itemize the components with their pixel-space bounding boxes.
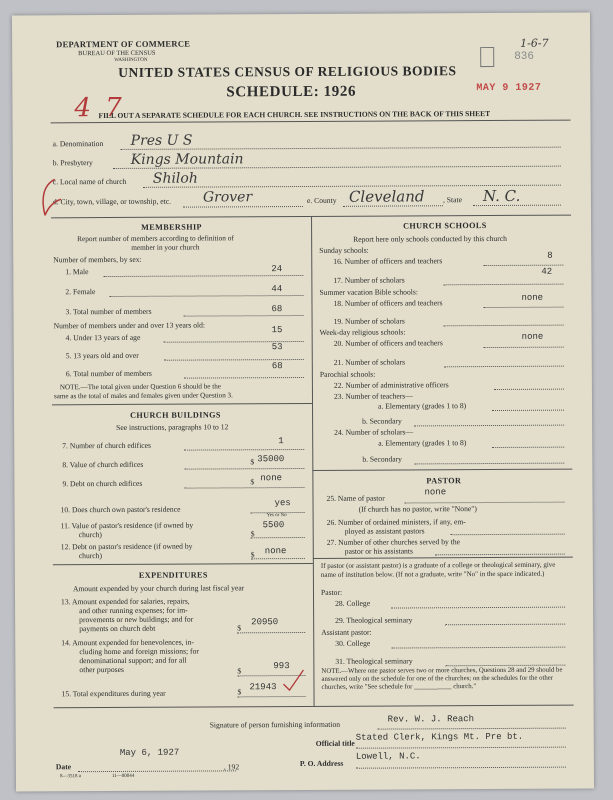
city-label: WASHINGTON [114, 57, 148, 63]
q23-label: 23. Number of teachers— [333, 391, 413, 401]
q25-note: (If church has no pastor, write "None") [358, 504, 477, 514]
q4-label: 4. Under 13 years of age [65, 332, 141, 343]
expenditures-subheading: Amount expended by your church during last fiscal year [72, 583, 245, 594]
official-title-value: Stated Clerk, Kings Mt. Pre bt. [355, 731, 524, 743]
county-label: e. County [306, 195, 337, 205]
q17-label: 17. Number of scholars [333, 275, 405, 285]
instructions-line: FILL OUT A SEPARATE SCHEDULE FOR EACH CHURCH. SEE INSTRUCTIONS ON THE BACK OF THIS SHEET [98, 109, 491, 121]
q14-value: 993 [273, 661, 290, 672]
q13-line-1: 13. Amount expended for salaries, repairs, [61, 596, 190, 607]
q12-label-line-1: 12. Debt on pastor's residence (if owned by [60, 541, 193, 552]
red-check-mark-icon [33, 175, 63, 219]
q10-label: 10. Does church own pastor's residence [60, 504, 181, 515]
q14-line-1: 14. Amount expended for benevolences, in- [61, 637, 194, 648]
q1-label: 1. Male [65, 267, 89, 277]
local-name-value: Shiloh [152, 170, 198, 187]
q16-label: 16. Number of officers and teachers [333, 256, 443, 266]
q4-value: 15 [271, 325, 283, 336]
po-address-value: Lowell, N.C. [355, 751, 421, 762]
pastor-heading: PASTOR [426, 476, 462, 486]
presbytery-label: b. Presbytery [52, 158, 93, 168]
city-field-value: Grover [202, 189, 253, 206]
q6-label: 6. Total number of members [65, 368, 152, 379]
q14-line-3: denominational support; and for all [79, 655, 187, 666]
q27-line-1: 27. Number of other churches served by the [326, 537, 461, 547]
q21-label: 21. Number of scholars [333, 357, 406, 367]
state-label: , State [442, 195, 462, 205]
q9-dollar: $ [250, 477, 255, 487]
pastor-final-note: NOTE.—Where one pastor serves two or more churches, Questions 28 and 29 should be answered only on the schedule for one of the churches; on the schedules for the other churches, write "See schedule for ___________ church." [321, 666, 563, 691]
parochial-schools-label: Parochial schools: [319, 369, 376, 379]
q14-line-2: cluding home and foreign missions; for [79, 646, 199, 657]
q14-line-4: other purposes [79, 664, 124, 675]
pastor-sub-label: Pastor: [320, 587, 343, 597]
q11-label-line-2: church) [78, 530, 102, 540]
received-stamp: MAY 9 1927 [476, 82, 542, 95]
q18-label: 18. Number of officers and teachers [333, 298, 443, 308]
q7-value: 1 [278, 436, 284, 447]
denomination-value: Pres U S [130, 132, 193, 149]
q3-value: 68 [271, 304, 283, 315]
column-divider [311, 216, 315, 706]
membership-note-line-1: NOTE.—The total given under Question 6 should be the [59, 382, 221, 392]
q13-line-4: payments on church debt [79, 623, 156, 634]
q11-dollar: $ [250, 529, 255, 539]
q14-dollar: $ [237, 666, 242, 676]
q24a-label: a. Elementary (grades 1 to 8) [378, 438, 467, 448]
q11-label-line-1: 11. Value of pastor's residence (if owned by [60, 520, 194, 531]
q7-label: 7. Number of church edifices [62, 440, 152, 451]
q30-label: 30. College [335, 638, 371, 648]
denomination-label: a. Denomination [52, 139, 104, 149]
po-address-label: P. O. Address [299, 758, 344, 769]
yes-no-hint: Yes or No [266, 513, 287, 519]
city-field-label: d. City, town, village, or township, etc. [52, 196, 172, 207]
schedule-title: SCHEDULE: 1926 [226, 83, 357, 101]
q8-label: 8. Value of church edifices [62, 459, 144, 470]
signature-label: Signature of person furnishing information [209, 719, 341, 730]
form-title: UNITED STATES CENSUS OF RELIGIOUS BODIES [118, 63, 457, 80]
dept-label: DEPARTMENT OF COMMERCE [56, 38, 191, 50]
header-divider [51, 120, 571, 124]
sunday-schools-label: Sunday schools: [319, 245, 369, 255]
q13-line-2: and other running expenses; for im- [79, 605, 188, 616]
q29-label: 29. Theological seminary [335, 615, 413, 625]
q6-value: 68 [271, 361, 283, 372]
q5-value: 53 [271, 342, 283, 353]
q22-label: 22. Number of administrative officers [333, 380, 449, 390]
schools-heading: CHURCH SCHOOLS [403, 221, 487, 231]
q1-value: 24 [271, 264, 283, 275]
q28-label: 28. College [335, 598, 371, 608]
membership-subheading-2: member in your church [131, 242, 200, 252]
date-label: Date [55, 762, 72, 772]
buildings-subheading: See instructions, paragraphs 10 to 12 [116, 422, 229, 432]
q5-label: 5. 13 years old and over [65, 350, 139, 361]
members-by-sex-label: Number of members, by sex: [53, 254, 142, 265]
signature-value: Rev. W. J. Reach [387, 714, 475, 725]
q16-value: 8 [547, 250, 553, 261]
local-name-label: c. Local name of church [52, 176, 127, 187]
q24-label: 24. Number of scholars— [334, 427, 414, 437]
assistant-pastor-sub-label: Assistant pastor: [321, 627, 372, 637]
q8-value: 35000 [257, 454, 285, 465]
q17-value: 42 [541, 266, 553, 277]
weekday-schools-label: Week-day religious schools: [319, 327, 406, 337]
q13-dollar: $ [237, 623, 242, 633]
q24b-label: b. Secondary [362, 454, 402, 464]
q26-line-1: 26. Number of ordained ministers, if any, em- [326, 517, 466, 527]
q25-value: none [424, 487, 447, 498]
q20-value: none [521, 331, 544, 342]
q10-value: yes [274, 498, 291, 509]
q15-dollar: $ [237, 687, 242, 697]
form-number: 8—3518 a [59, 774, 81, 780]
q8-dollar: $ [250, 457, 255, 467]
print-number: 11—00044 [111, 773, 135, 780]
year-suffix: , 192 [223, 762, 240, 772]
q3-label: 3. Total number of members [65, 306, 152, 317]
date-value: May 6, 1927 [119, 747, 180, 758]
q15-label: 15. Total expenditures during year [61, 688, 166, 699]
county-value: Cleveland [348, 187, 425, 206]
q9-label: 9. Debt on church edifices [62, 478, 143, 489]
red-check-mark-icon [281, 668, 305, 694]
handwritten-number: 4 7 [74, 92, 125, 124]
q23a-label: a. Elementary (grades 1 to 8) [377, 401, 467, 411]
buildings-heading: CHURCH BUILDINGS [130, 410, 221, 420]
q9-value: none [260, 473, 283, 484]
official-title-label: Official title [315, 738, 355, 748]
q13-value: 20950 [251, 617, 279, 628]
graduate-note: If pastor (or assistant pastor) is a graduate of a college or theological seminary, give name of institution below. (If not a graduate, write "No" in the space indicated.) [320, 560, 556, 579]
corner-note-1: 1-6-7 [520, 36, 549, 50]
census-schedule-sheet [12, 12, 594, 791]
q11-value: 5500 [262, 520, 285, 531]
q12-label-line-2: church) [78, 551, 103, 561]
membership-heading: MEMBERSHIP [141, 222, 202, 232]
q27-line-2: pastor or his assistants [344, 546, 413, 556]
q20-label: 20. Number of officers and teachers [333, 338, 443, 348]
q31-label: 31. Theological seminary [335, 656, 413, 666]
membership-note-line-2: same as the total of males and females given under Question 3. [53, 391, 233, 401]
state-value: N. C. [482, 186, 521, 206]
q26-line-2: ployed as assistant pastors [344, 526, 425, 536]
schools-subheading: Report here only schools conducted by this church [353, 233, 507, 244]
q2-label: 2. Female [65, 287, 96, 297]
q12-value: none [264, 546, 287, 557]
bureau-label: BUREAU OF THE CENSUS [78, 49, 156, 58]
vacation-schools-label: Summer vacation Bible schools: [319, 287, 418, 297]
q13-line-3: provements or new buildings; and for [79, 614, 194, 625]
expenditures-heading: EXPENDITURES [138, 570, 208, 580]
q2-value: 44 [271, 284, 283, 295]
q23b-label: b. Secondary [362, 416, 402, 426]
q12-dollar: $ [250, 550, 255, 560]
q19-label: 19. Number of scholars [333, 316, 405, 326]
corner-note-2: 836 [514, 50, 535, 63]
file-box-mark [480, 47, 494, 67]
q15-value: 21943 [249, 682, 277, 693]
q18-value: none [521, 292, 544, 303]
membership-subheading-1: Report number of members according to definition of [77, 233, 234, 244]
presbytery-value: Kings Mountain [130, 151, 244, 168]
q25-label: 25. Name of pastor [326, 493, 385, 503]
age-intro-label: Number of members under and over 13 years old: [53, 320, 206, 331]
